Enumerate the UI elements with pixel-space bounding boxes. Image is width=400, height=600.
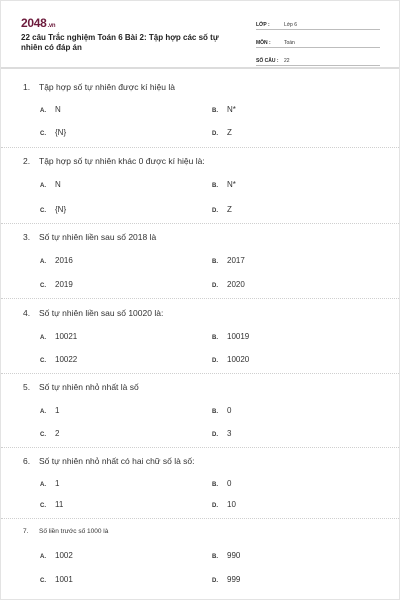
option-text: 10020 <box>227 355 250 364</box>
option-letter: B. <box>212 183 218 189</box>
option-text: 999 <box>227 575 241 584</box>
option-letter: B. <box>212 482 218 488</box>
question-stem <box>23 232 156 242</box>
site-logo[interactable] <box>21 16 55 30</box>
option-letter: B. <box>212 335 218 341</box>
meta-row-class <box>256 15 380 30</box>
option-letter: A. <box>40 259 46 265</box>
option-text: 1 <box>55 406 60 415</box>
option-d[interactable] <box>212 128 232 137</box>
question-stem <box>23 456 195 466</box>
worksheet-header <box>1 1 399 67</box>
option-text: 0 <box>227 406 232 415</box>
option-letter: C. <box>40 358 46 364</box>
meta-box <box>256 15 380 69</box>
meta-label: SỐ CÂU : <box>256 58 279 64</box>
option-text: 2017 <box>227 256 245 265</box>
option-text: 1002 <box>55 551 73 560</box>
option-letter: D. <box>212 503 218 509</box>
option-d[interactable] <box>212 205 232 214</box>
question-separator <box>1 373 399 374</box>
meta-label: MÔN : <box>256 40 271 46</box>
question-stem <box>23 156 205 166</box>
question-text: Số tự nhiên nhỏ nhất là số <box>39 382 139 392</box>
option-letter: D. <box>212 432 218 438</box>
question-text: Số tự nhiên liền sau số 2018 là <box>39 232 157 242</box>
option-text: Z <box>227 205 232 214</box>
option-c[interactable] <box>40 429 59 438</box>
question-separator <box>1 147 399 148</box>
option-text: 2 <box>55 429 60 438</box>
question-number: 5. <box>23 382 31 392</box>
option-d[interactable] <box>212 280 245 289</box>
option-letter: C. <box>40 283 46 289</box>
option-d[interactable] <box>212 575 240 584</box>
option-d[interactable] <box>212 429 231 438</box>
option-text: 10021 <box>55 332 78 341</box>
option-b[interactable] <box>212 180 236 189</box>
option-b[interactable] <box>212 105 236 114</box>
question-separator <box>1 223 399 224</box>
document-title: 22 câu Trắc nghiệm Toán 6 Bài 2: Tập hợp các số tự nhiên có đáp án <box>21 33 219 52</box>
option-a[interactable] <box>40 551 73 560</box>
option-a[interactable] <box>40 406 59 415</box>
option-c[interactable] <box>40 128 66 137</box>
option-b[interactable] <box>212 551 240 560</box>
question-number: 4. <box>23 308 31 318</box>
option-text: {N} <box>55 205 67 214</box>
question-stem <box>23 308 163 318</box>
meta-row-count <box>256 51 380 66</box>
option-letter: B. <box>212 409 218 415</box>
option-text: N* <box>227 105 236 114</box>
option-text: 10019 <box>227 332 250 341</box>
option-letter: D. <box>212 578 218 584</box>
option-text: N* <box>227 180 236 189</box>
option-text: {N} <box>55 128 67 137</box>
option-text: N <box>55 180 61 189</box>
question-number: 3. <box>23 232 31 242</box>
meta-value: Lớp 6 <box>284 22 298 28</box>
option-text: 11 <box>55 500 64 509</box>
option-c[interactable] <box>40 205 66 214</box>
logo-suffix: .vn <box>47 23 56 29</box>
question-number: 1. <box>23 82 31 92</box>
question-separator <box>1 518 399 519</box>
option-c[interactable] <box>40 280 73 289</box>
question-text: Tập hợp số tự nhiên được kí hiệu là <box>39 82 175 92</box>
logo-text: 2048 <box>21 16 47 30</box>
option-letter: A. <box>40 482 46 488</box>
option-letter: D. <box>212 131 218 137</box>
option-b[interactable] <box>212 332 249 341</box>
option-a[interactable] <box>40 479 59 488</box>
option-text: 2020 <box>227 280 245 289</box>
option-text: 10022 <box>55 355 78 364</box>
option-a[interactable] <box>40 332 77 341</box>
option-a[interactable] <box>40 256 73 265</box>
option-text: 0 <box>227 479 232 488</box>
question-text: Số tự nhiên nhỏ nhất có hai chữ số là số: <box>39 456 195 466</box>
question-stem <box>23 528 108 535</box>
meta-row-subject <box>256 33 380 48</box>
option-letter: D. <box>212 358 218 364</box>
question-stem <box>23 382 139 392</box>
option-b[interactable] <box>212 479 231 488</box>
option-a[interactable] <box>40 105 61 114</box>
option-text: 1 <box>55 479 60 488</box>
question-text: Số liền trước số 1000 là <box>39 528 109 535</box>
option-text: 2019 <box>55 280 73 289</box>
option-letter: A. <box>40 335 46 341</box>
option-letter: D. <box>212 283 218 289</box>
option-letter: A. <box>40 183 46 189</box>
option-letter: A. <box>40 108 46 114</box>
option-letter: C. <box>40 578 46 584</box>
option-letter: B. <box>212 108 218 114</box>
question-number: 7. <box>23 528 29 535</box>
header-divider <box>1 67 399 69</box>
option-letter: C. <box>40 208 46 214</box>
option-text: 1001 <box>55 575 73 584</box>
option-c[interactable] <box>40 575 73 584</box>
option-letter: D. <box>212 208 218 214</box>
option-text: 3 <box>227 429 232 438</box>
option-b[interactable] <box>212 256 245 265</box>
option-letter: A. <box>40 409 46 415</box>
meta-value: 22 <box>284 58 290 64</box>
question-text: Số tự nhiên liền sau số 10020 là: <box>39 308 164 318</box>
option-text: N <box>55 105 61 114</box>
option-letter: B. <box>212 259 218 265</box>
option-a[interactable] <box>40 180 61 189</box>
option-c[interactable] <box>40 500 63 509</box>
option-text: Z <box>227 128 232 137</box>
option-letter: C. <box>40 432 46 438</box>
question-separator <box>1 447 399 448</box>
question-separator <box>1 298 399 299</box>
option-text: 990 <box>227 551 241 560</box>
option-text: 10 <box>227 500 236 509</box>
option-letter: B. <box>212 554 218 560</box>
option-c[interactable] <box>40 355 77 364</box>
option-text: 2016 <box>55 256 73 265</box>
meta-label: LỚP : <box>256 22 270 28</box>
question-stem <box>23 82 175 92</box>
option-d[interactable] <box>212 355 249 364</box>
option-letter: C. <box>40 503 46 509</box>
option-letter: C. <box>40 131 46 137</box>
option-letter: A. <box>40 554 46 560</box>
option-d[interactable] <box>212 500 236 509</box>
question-number: 2. <box>23 156 31 166</box>
question-text: Tập hợp số tự nhiên khác 0 được kí hiệu là: <box>39 156 205 166</box>
option-b[interactable] <box>212 406 231 415</box>
meta-value: Toán <box>284 40 295 46</box>
question-number: 6. <box>23 456 31 466</box>
